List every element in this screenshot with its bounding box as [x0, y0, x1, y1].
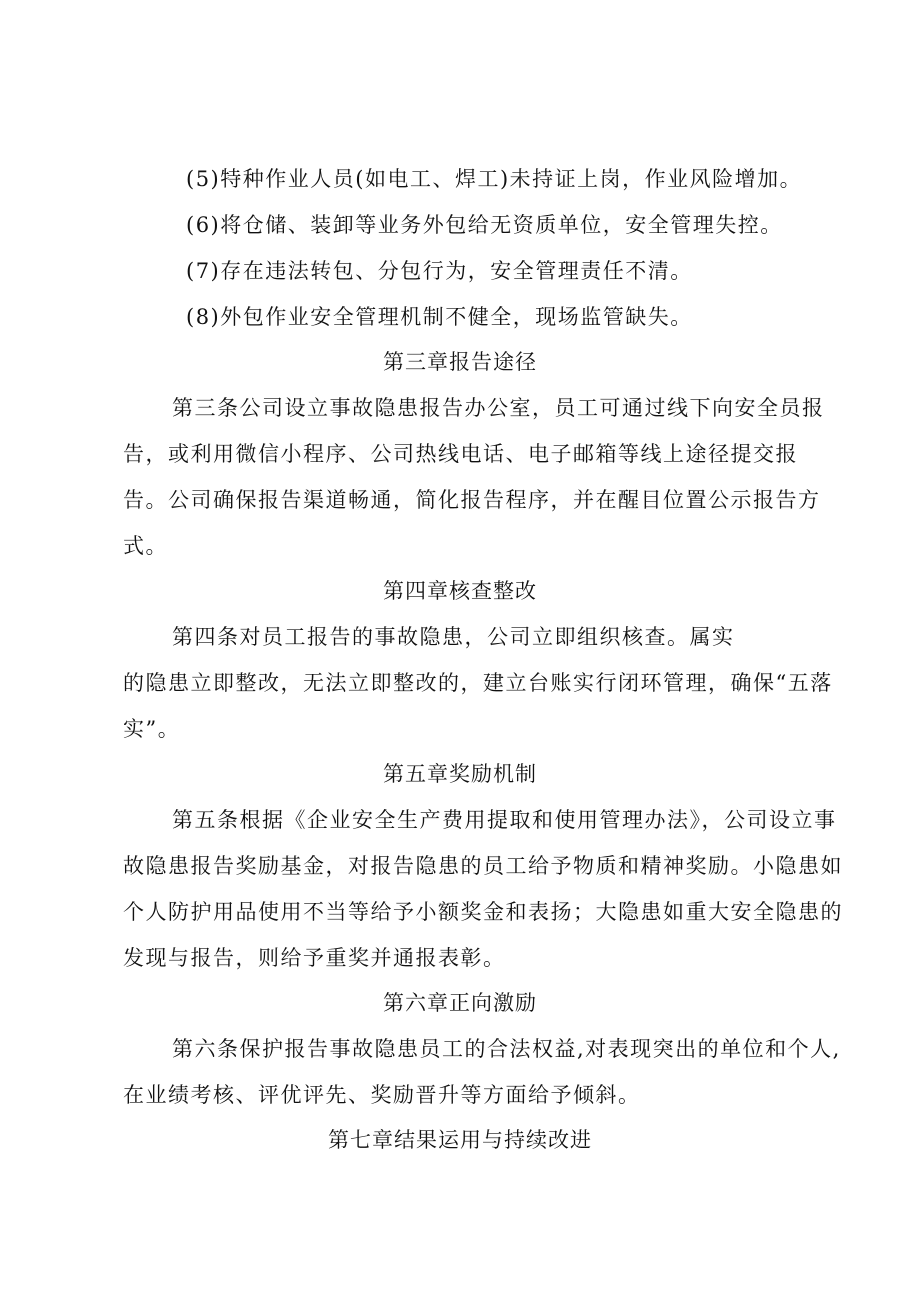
chapter-3-paragraph-line: 告，或利用微信小程序、公司热线电话、电子邮箱等线上途径提交报: [123, 442, 798, 466]
chapter-5-paragraph-line: 第五条根据《企业安全生产费用提取和使用管理办法》，公司设立事: [172, 808, 837, 832]
list-item-8: (8)外包作业安全管理机制不健全，现场监管缺失。: [186, 305, 693, 329]
chapter-5-heading: 第五章奖励机制: [383, 762, 537, 786]
chapter-3-paragraph-line: 告。公司确保报告渠道畅通，简化报告程序，并在醒目位置公示报告方: [123, 488, 821, 512]
chapter-5-paragraph-line: 故隐患报告奖励基金，对报告隐患的员工给予物质和精神奖励。小隐患如: [123, 854, 843, 878]
chapter-4-heading: 第四章核查整改: [383, 579, 537, 603]
chapter-6-heading: 第六章正向激励: [383, 991, 537, 1015]
chapter-5-paragraph-line: 发现与报告，则给予重奖并通报表彰。: [123, 946, 506, 970]
list-item-6: (6)将仓储、装卸等业务外包给无资质单位，安全管理失控。: [186, 213, 783, 237]
list-item-7: (7)存在违法转包、分包行为，安全管理责任不清。: [186, 259, 693, 283]
chapter-5-paragraph-line: 个人防护用品使用不当等给予小额奖金和表扬；大隐患如重大安全隐患的: [123, 900, 843, 924]
list-item-5: (5)特种作业人员(如电工、焊工)未持证上岗，作业风险增加。: [186, 167, 803, 191]
chapter-4-paragraph-line: 实”。: [123, 717, 181, 741]
chapter-7-heading: 第七章结果运用与持续改进: [328, 1128, 592, 1152]
chapter-4-paragraph-line: 第四条对员工报告的事故隐患，公司立即组织核查。属实: [172, 625, 735, 649]
chapter-6-paragraph-line: 在业绩考核、评优评先、奖励晋升等方面给予倾斜。: [123, 1083, 641, 1107]
chapter-3-heading: 第三章报告途径: [383, 350, 537, 374]
chapter-6-paragraph-line: 第六条保护报告事故隐患员工的合法权益,对表现突出的单位和个人,: [172, 1037, 841, 1061]
chapter-3-paragraph-line: 式。: [123, 534, 168, 558]
chapter-3-paragraph-line: 第三条公司设立事故隐患报告办公室，员工可通过线下向安全员报: [172, 396, 825, 420]
chapter-4-paragraph-line: 的隐患立即整改，无法立即整改的，建立台账实行闭环管理，确保“五落: [123, 671, 833, 695]
